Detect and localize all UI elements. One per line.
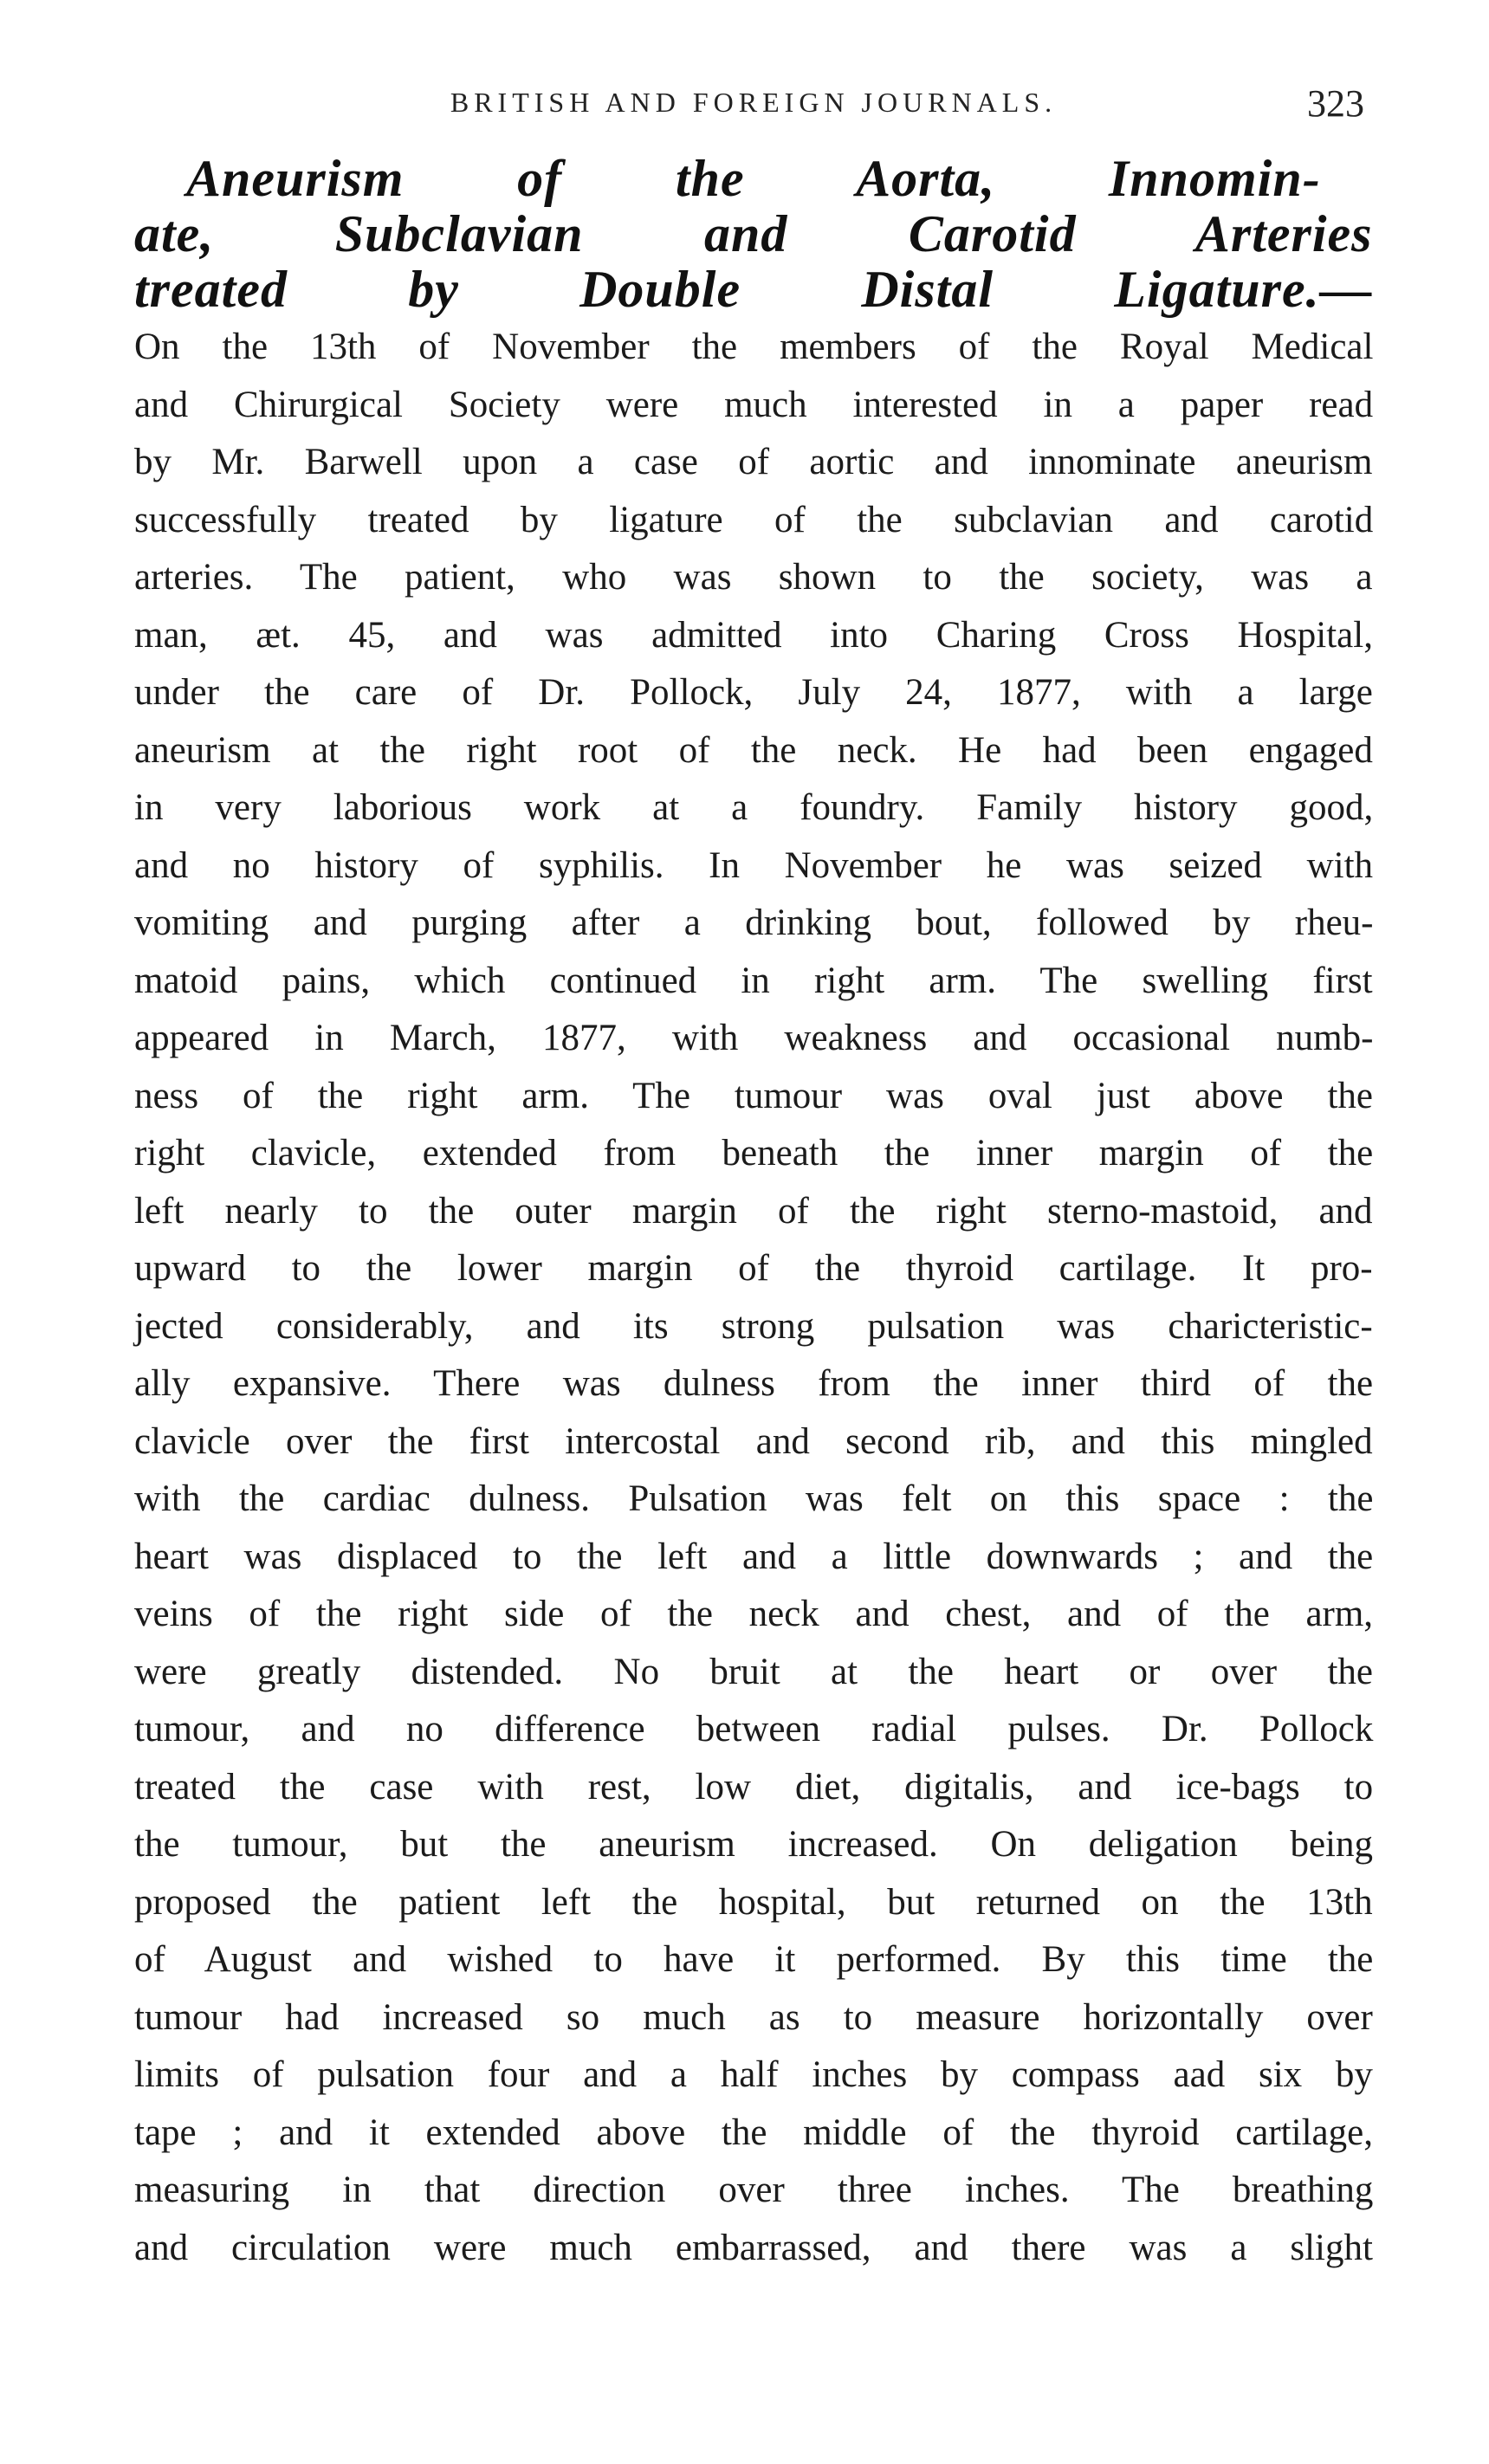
body-line: ness of the right arm. The tumour was oval just above the	[134, 1075, 1373, 1116]
body-line: and circulation were much embarrassed, and there was a slight	[134, 2227, 1373, 2268]
body-line: appeared in March, 1877, with weakness and occasional numb-	[134, 1018, 1374, 1058]
body-line: matoid pains, which continued in right arm. The swelling first	[134, 960, 1373, 1001]
article-body	[134, 319, 1373, 2277]
body-line: successfully treated by ligature of the subclavian and carotid	[134, 499, 1374, 540]
body-line: veins of the right side of the neck and chest, and of the arm,	[134, 1594, 1374, 1634]
body-line: were greatly distended. No bruit at the heart or over the	[134, 1651, 1373, 1692]
body-line: man, æt. 45, and was admitted into Charing Cross Hospital,	[134, 614, 1373, 656]
body-line: heart was displaced to the left and a little downwards ; and the	[134, 1536, 1374, 1577]
title-line: ate, Subclavian and Carotid Arteries	[134, 205, 1373, 262]
running-title: BRITISH AND FOREIGN JOURNALS.	[450, 87, 1058, 118]
body-line: and Chirurgical Society were much interested in a paper read	[134, 384, 1374, 425]
running-head	[134, 82, 1373, 142]
body-line: right clavicle, extended from beneath the inner margin of the	[134, 1133, 1374, 1174]
body-line: tumour, and no difference between radial pulses. Dr. Pollock	[134, 1709, 1374, 1749]
book-page	[134, 82, 1374, 2277]
page-number: 323	[1307, 82, 1364, 125]
body-line: treated the case with rest, low diet, digitalis, and ice-bags to	[134, 1766, 1374, 1808]
body-line: arteries. The patient, who was shown to the society, was a	[134, 557, 1373, 598]
body-line: On the 13th of November the members of the Royal Medical	[134, 327, 1374, 367]
body-line: vomiting and purging after a drinking bout, followed by rheu-	[134, 902, 1374, 943]
body-line: the tumour, but the aneurism increased. On deligation being	[134, 1824, 1374, 1865]
body-line: with the cardiac dulness. Pulsation was felt on this space : the	[134, 1478, 1374, 1519]
title-line: Aneurism of the Aorta, Innomin-	[186, 150, 1321, 207]
body-line: of August and wished to have it performed. By this time the	[134, 1939, 1374, 1980]
body-line: and no history of syphilis. In November he was seized with	[134, 844, 1374, 886]
body-line: ally expansive. There was dulness from the inner third of the	[134, 1363, 1374, 1404]
body-line: left nearly to the outer margin of the right sterno-mastoid, and	[134, 1190, 1373, 1232]
body-line: aneurism at the right root of the neck. He had been engaged	[134, 729, 1373, 771]
body-line: in very laborious work at a foundry. Family history good,	[134, 787, 1374, 828]
body-line: tumour had increased so much as to measure horizontally over	[134, 1996, 1373, 2038]
article-title	[134, 151, 1373, 317]
body-line: limits of pulsation four and a half inches by compass aad six by	[134, 2054, 1373, 2095]
body-line: under the care of Dr. Pollock, July 24, 1877, with a large	[134, 672, 1373, 713]
body-line: upward to the lower margin of the thyroid cartilage. It pro-	[134, 1248, 1373, 1289]
body-line: clavicle over the first intercostal and second rib, and this mingled	[134, 1420, 1373, 1462]
title-line: treated by Double Distal Ligature.—	[134, 261, 1373, 318]
body-line: proposed the patient left the hospital, but returned on the 13th	[134, 1881, 1373, 1923]
body-line: jected considerably, and its strong pulsation was charicteristic-	[134, 1305, 1373, 1347]
body-line: measuring in that direction over three inches. The breathing	[134, 2170, 1374, 2210]
body-line: by Mr. Barwell upon a case of aortic and innominate aneurism	[134, 442, 1373, 482]
body-line: tape ; and it extended above the middle of the thyroid cartilage,	[134, 2112, 1373, 2153]
